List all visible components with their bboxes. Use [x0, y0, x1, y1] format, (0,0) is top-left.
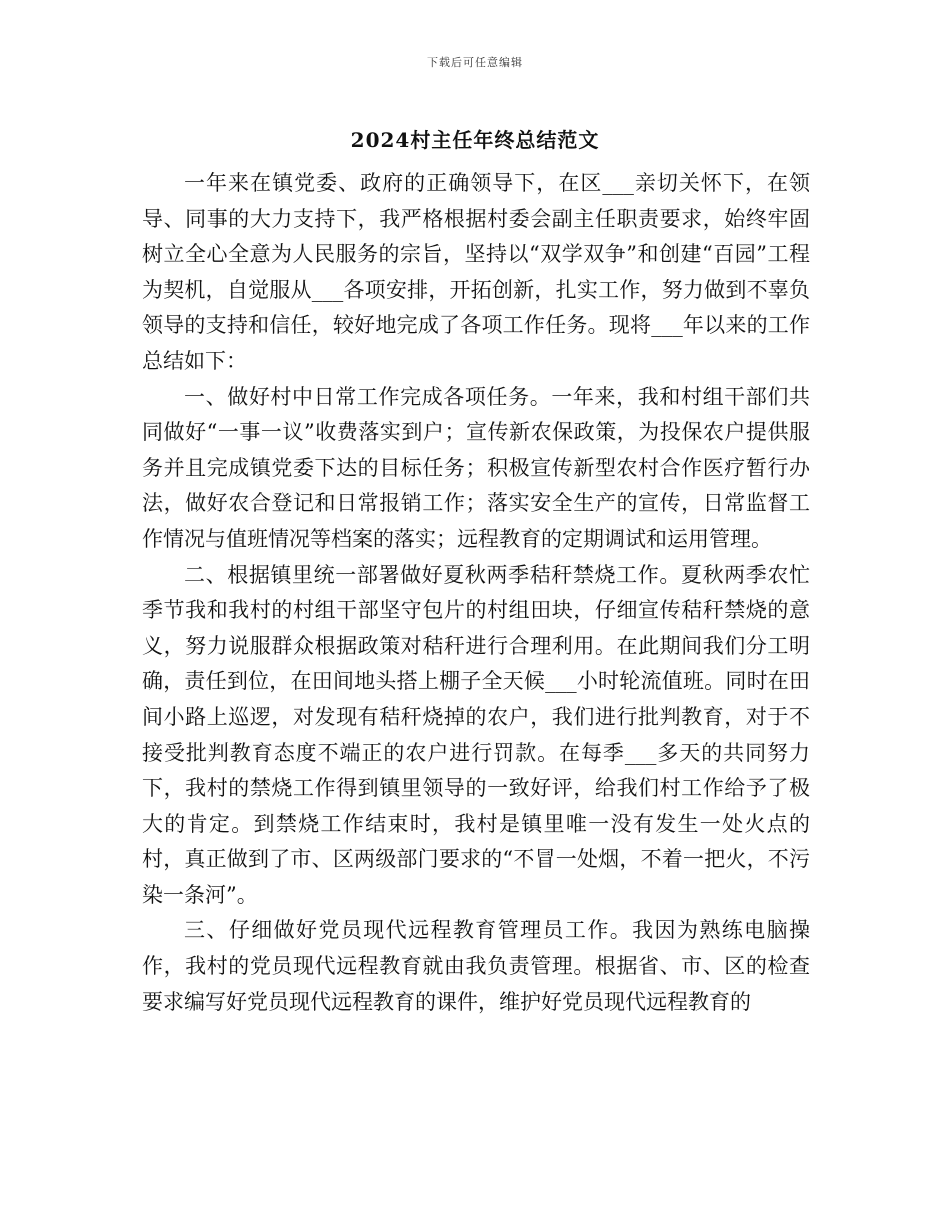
paragraph-section-1: 一、做好村中日常工作完成各项任务。一年来，我和村组干部们共同做好“一事一议”收费落实到户；宣传新农保政策，为投保农户提供服务并且完成镇党委下达的目标任务；积极宣传新型农村合作医疗暂行办法，做好农合登记和日常报销工作；落实安全生产的宣传，日常监督工作情况与值班情况等档案的落实；远程教育的定期调试和运用管理。 [142, 384, 810, 551]
document-title: 2024村主任年终总结范文 [350, 128, 600, 152]
paragraph-section-3: 三、仔细做好党员现代远程教育管理员工作。我因为熟练电脑操作，我村的党员现代远程教育就由我负责管理。根据省、市、区的检查要求编写好党员现代远程教育的课件，维护好党员现代远程教育的 [142, 918, 810, 1014]
header-note: 下载后可任意编辑 [427, 56, 523, 69]
paragraph-intro: 一年来在镇党委、政府的正确领导下，在区___亲切关怀下，在领导、同事的大力支持下，我严格根据村委会副主任职责要求，始终牢固树立全心全意为人民服务的宗旨，坚持以“双学双争”和创建“百园”工程为契机，自觉服从___各项安排，开拓创新，扎实工作，努力做到不辜负领导的支持和信任，较好地完成了各项工作任务。现将___年以来的工作总结如下： [142, 171, 810, 373]
document-body [142, 166, 810, 1020]
paragraph-section-2: 二、根据镇里统一部署做好夏秋两季秸秆禁烧工作。夏秋两季农忙季节我和我村的村组干部坚守包片的村组田块，仔细宣传秸秆禁烧的意义，努力说服群众根据政策对秸秆进行合理利用。在此期间我们分工明确，责任到位，在田间地头搭上棚子全天候___小时轮流值班。同时在田间小路上巡逻，对发现有秸秆烧掉的农户，我们进行批判教育，对于不接受批判教育态度不端正的农户进行罚款。在每季___多天的共同努力下，我村的禁烧工作得到镇里领导的一致好评，给我们村工作给予了极大的肯定。到禁烧工作结束时，我村是镇里唯一没有发生一处火点的村，真正做到了市、区两级部门要求的“不冒一处烟，不着一把火，不污染一条河”。 [142, 562, 810, 907]
